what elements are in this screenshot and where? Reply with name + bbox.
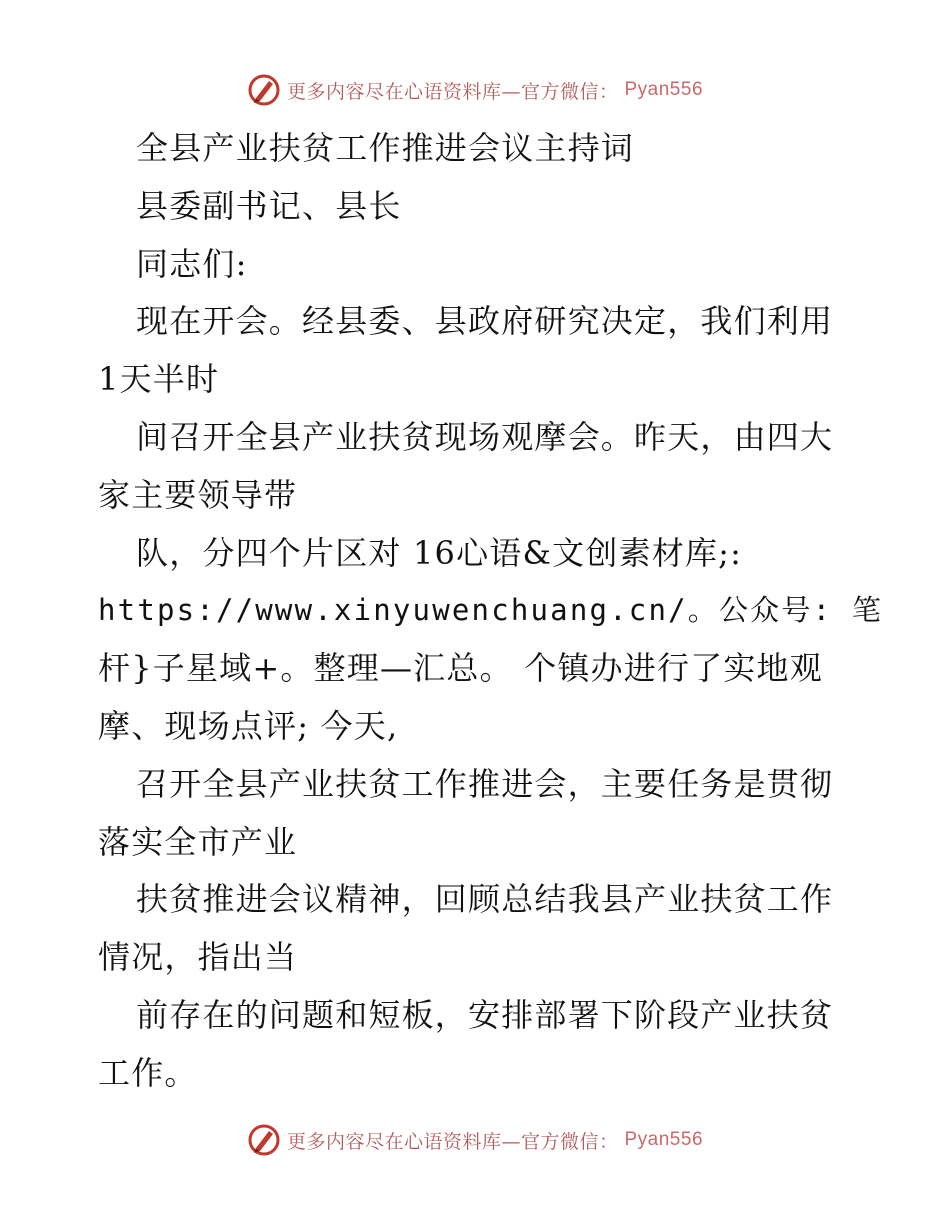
paragraph-line: 现在开会。经县委、县政府研究决定，我们利用 bbox=[136, 302, 834, 341]
header-banner-text: 更多内容尽在心语资料库—官方微信： bbox=[286, 80, 619, 103]
paragraph-line: 1天半时 bbox=[98, 360, 220, 399]
paragraph-line: 情况，指出当 bbox=[98, 938, 298, 977]
paragraph-line: 工作。 bbox=[98, 1053, 198, 1092]
pen-circle-logo-icon bbox=[247, 73, 281, 107]
paragraph-line: 召开全县产业扶贫工作推进会，主要任务是贯彻 bbox=[136, 764, 834, 803]
paragraph-line: 家主要领导带 bbox=[98, 475, 298, 514]
document-author: 县委副书记、县长 bbox=[136, 186, 402, 225]
document-title: 全县产业扶贫工作推进会议主持词 bbox=[136, 129, 635, 167]
paragraph-line: 间召开全县产业扶贫现场观摩会。昨天，由四大 bbox=[136, 417, 834, 456]
paragraph-line: 队，分四个片区对 16心语&文创素材库;: bbox=[136, 533, 743, 572]
footer-banner-text: 更多内容尽在心语资料库—官方微信： bbox=[286, 1130, 619, 1153]
pen-circle-logo-icon bbox=[247, 1123, 281, 1157]
footer-banner bbox=[0, 1120, 950, 1160]
header-banner bbox=[0, 70, 950, 110]
paragraph-line-url: https://www.xinyuwenchuang.cn/。公众号: 笔 bbox=[98, 593, 884, 628]
document-salutation: 同志们: bbox=[136, 244, 248, 283]
footer-banner-wechat: Pyan556 bbox=[624, 1129, 704, 1150]
header-banner-wechat: Pyan556 bbox=[624, 79, 704, 100]
paragraph-line: 杆}子星域+。整理—汇总。 个镇办进行了实地观 bbox=[98, 649, 823, 688]
document-body bbox=[98, 120, 884, 1103]
paragraph-line: 摩、现场点评; 今天, bbox=[98, 706, 399, 745]
paragraph-line: 落实全市产业 bbox=[98, 822, 298, 861]
paragraph-line: 扶贫推进会议精神，回顾总结我县产业扶贫工作 bbox=[136, 880, 834, 919]
paragraph-line: 前存在的问题和短板，安排部署下阶段产业扶贫 bbox=[136, 995, 834, 1034]
